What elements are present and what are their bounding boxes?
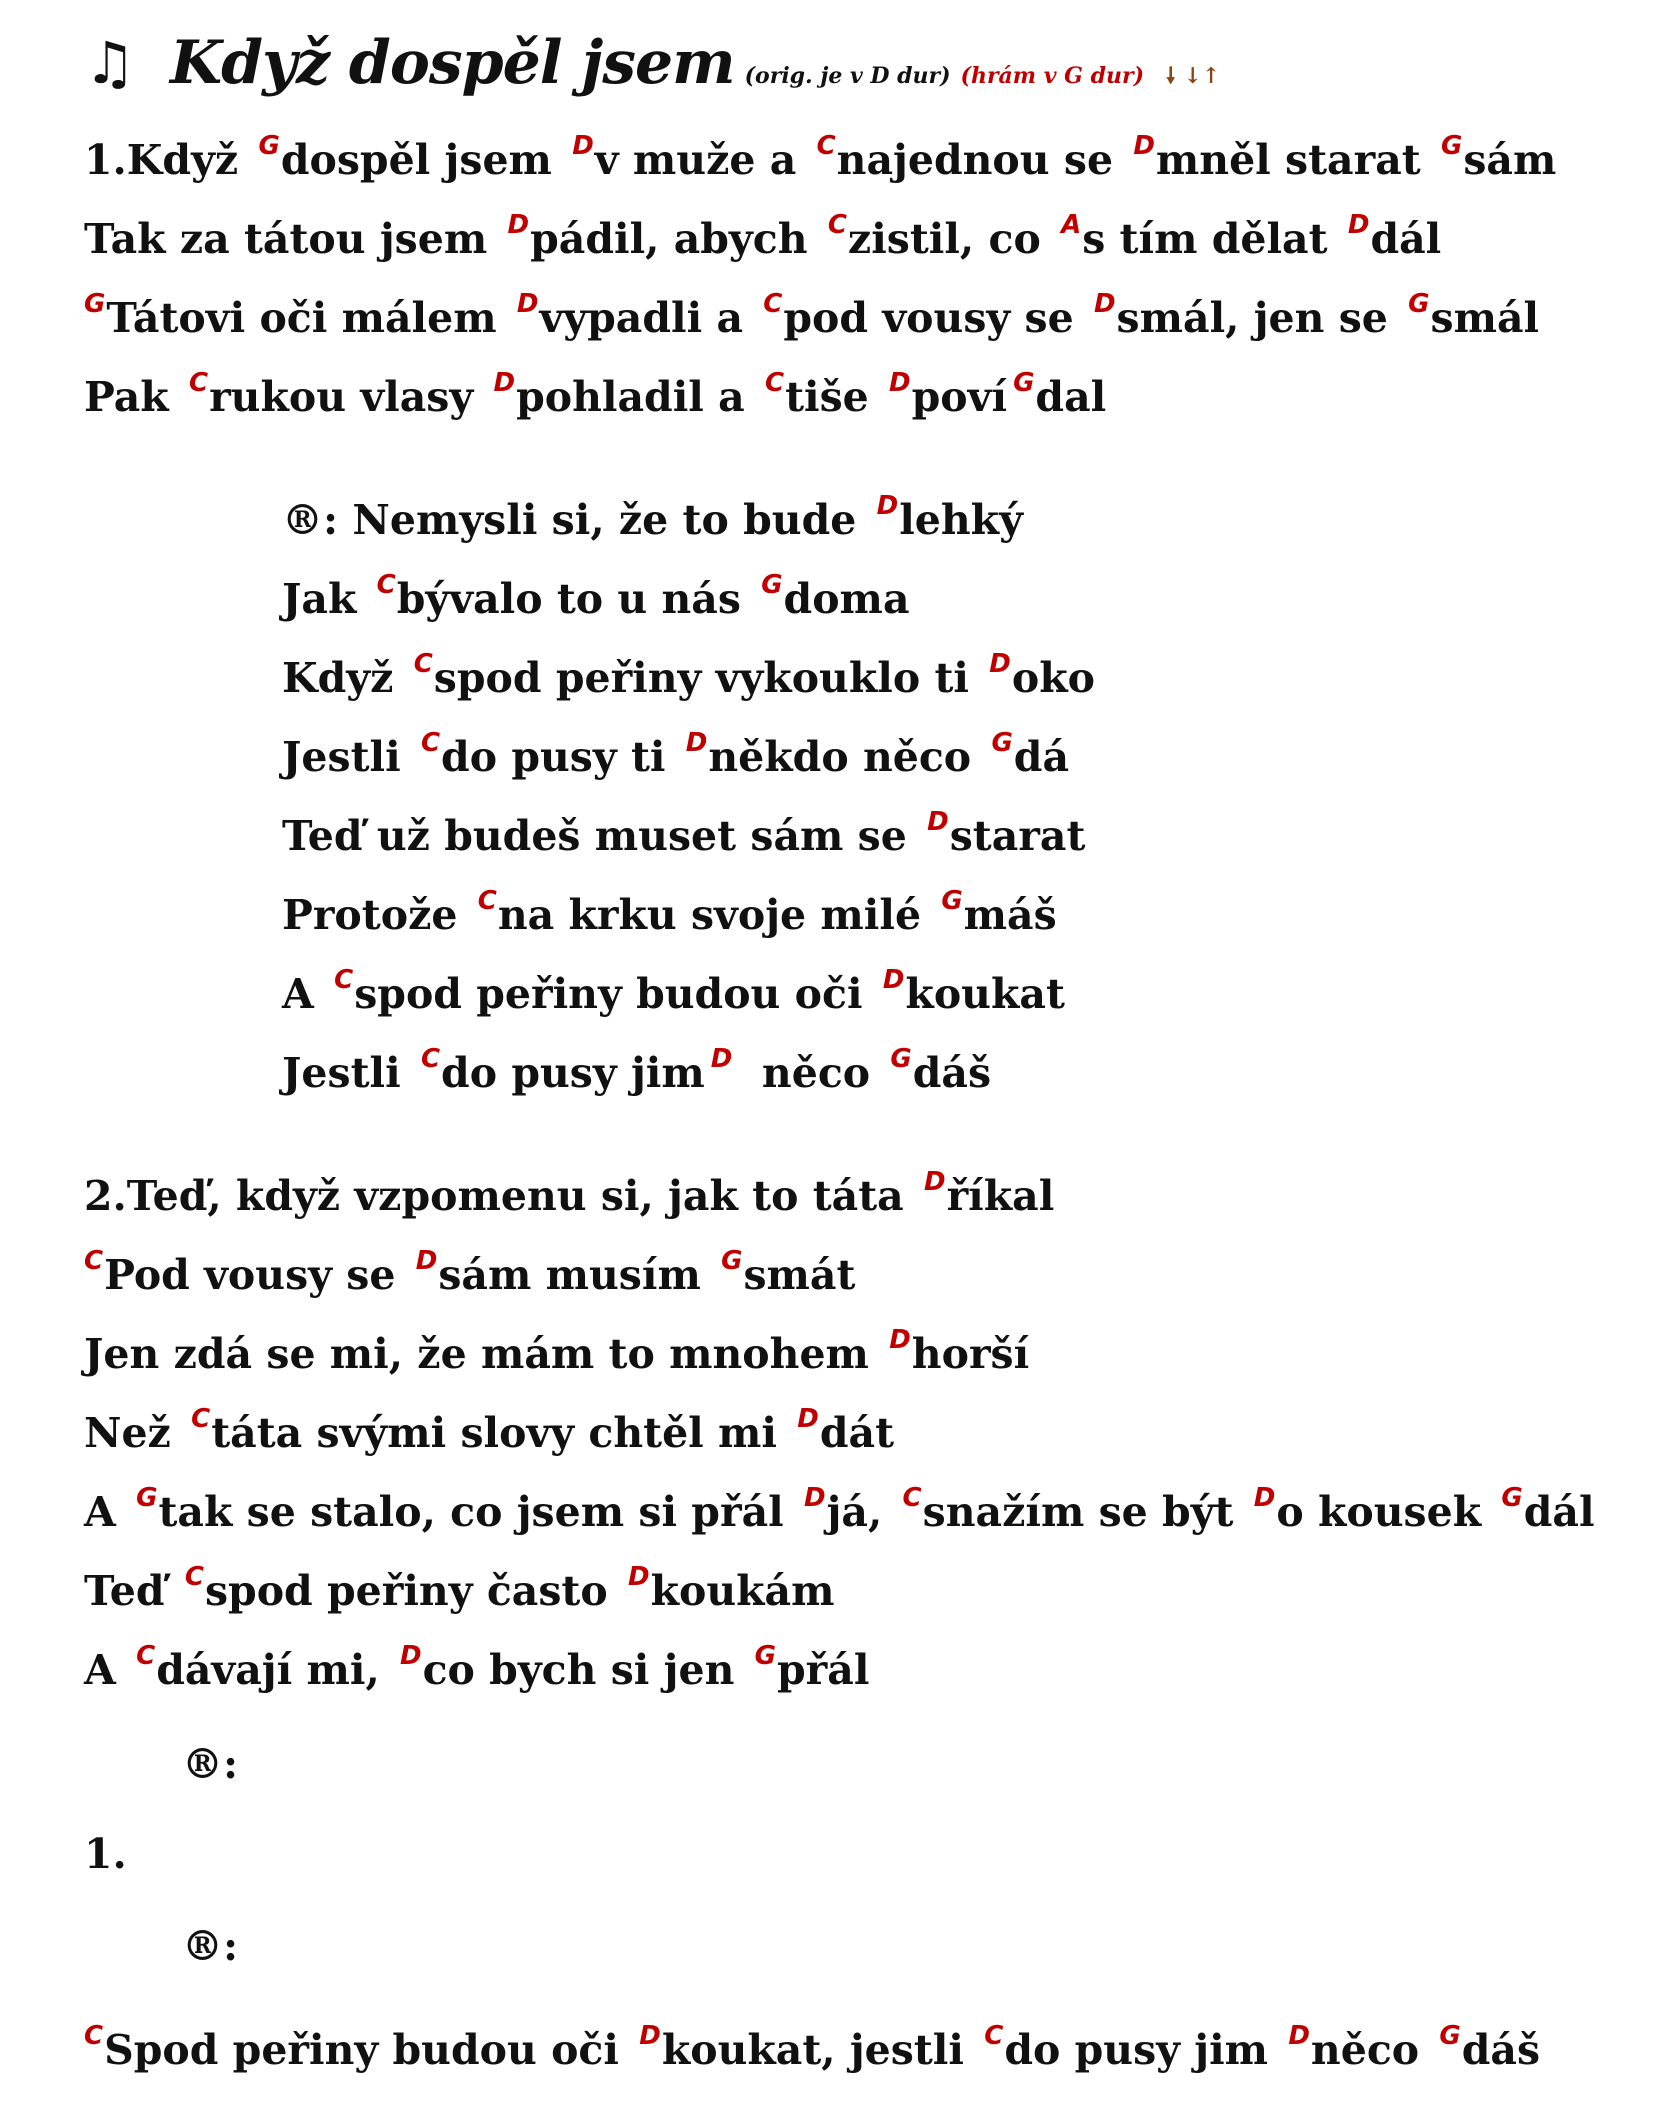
chord-label: G	[1439, 2021, 1461, 2051]
lyric-text: spod peřiny budou oči	[354, 970, 877, 1018]
lyric-text: Tátovi oči málem	[106, 294, 511, 342]
verse2-line4	[84, 1404, 895, 1457]
chorus-line1	[282, 491, 1023, 544]
chord-label: C	[413, 649, 433, 679]
title-row	[84, 28, 1228, 98]
chord-label: G	[1441, 131, 1463, 161]
lyric-text: doma	[783, 575, 910, 623]
lyric-text: s tím dělat	[1082, 215, 1342, 263]
chord-label: C	[84, 2021, 104, 2051]
chord-label: C	[188, 368, 209, 398]
verse1-line1	[84, 131, 1557, 184]
lyric-text: Jak	[282, 575, 371, 623]
lyric-text: poví	[911, 373, 1008, 421]
lyric-text: smál, jen se	[1116, 294, 1403, 342]
lyric-text: smát	[743, 1251, 856, 1299]
lyric-text: Protože	[282, 891, 472, 939]
lyric-text: A	[84, 1488, 131, 1536]
lyric-text: 1.Když	[84, 136, 253, 184]
chord-label: C	[376, 570, 396, 600]
lyric-text: spod peřiny vykouklo ti	[433, 654, 984, 702]
chord-label: D	[927, 807, 949, 837]
chord-label: G	[941, 886, 963, 916]
lyric-text: Než	[84, 1409, 186, 1457]
chord-label: C	[477, 886, 497, 916]
lyric-text: něco	[1310, 2026, 1434, 2074]
lyric-text: spod peřiny často	[204, 1567, 622, 1615]
lyric-text: o kousek	[1276, 1488, 1496, 1536]
chord-label: C	[136, 1641, 156, 1671]
chord-label: G	[1408, 289, 1430, 319]
lyric-text: sám musím	[438, 1251, 716, 1299]
lyric-text: ®:	[182, 1740, 239, 1788]
chord-label: A	[1061, 210, 1082, 240]
chord-label: D	[400, 1641, 422, 1671]
lyric-text: do pusy jim	[1004, 2026, 1283, 2074]
lyric-text: starat	[949, 812, 1086, 860]
lyric-text: co bych si jen	[422, 1646, 749, 1694]
chord-label: G	[1501, 1483, 1523, 1513]
chord-label: D	[1093, 289, 1116, 319]
lyric-text: do pusy ti	[441, 733, 680, 781]
lyric-text: zistil, co	[847, 215, 1056, 263]
lyric-text: dál	[1523, 1488, 1595, 1536]
chord-label: D	[989, 649, 1011, 679]
chorus-repeat-marker	[182, 1740, 239, 1788]
lyric-text: přál	[777, 1646, 870, 1694]
lyric-text: pohladil a	[516, 373, 759, 421]
lyric-text: Teď	[84, 1567, 179, 1615]
chord-label: D	[876, 491, 899, 521]
chord-label: G	[721, 1246, 743, 1276]
verse2-line3	[84, 1325, 1030, 1378]
chord-label: D	[507, 210, 530, 240]
lyric-text: máš	[963, 891, 1057, 939]
lyric-text: dáš	[1461, 2026, 1541, 2074]
lyric-text: tak se stalo, co jsem si přál	[158, 1488, 798, 1536]
lyric-text: lehký	[899, 496, 1023, 544]
chord-label: G	[890, 1044, 912, 1074]
lyric-text: koukat, jestli	[661, 2026, 979, 2074]
music-note-icon: ♫	[84, 29, 136, 97]
lyric-text: Jestli	[282, 733, 415, 781]
lyric-text: já,	[826, 1488, 897, 1536]
chord-label: C	[827, 210, 847, 240]
lyric-text: vypadli a	[539, 294, 758, 342]
lyric-text: dávají mi,	[156, 1646, 394, 1694]
chord-label: C	[334, 965, 354, 995]
chord-label: D	[889, 368, 911, 398]
lyric-text: Tak za tátou jsem	[84, 215, 502, 263]
lyric-text: ®:	[182, 1922, 239, 1970]
lyric-text: dál	[1370, 215, 1442, 263]
lyric-text: něco	[733, 1049, 885, 1097]
chorus-repeat-marker-2	[182, 1922, 239, 1970]
lyric-text: dá	[1013, 733, 1070, 781]
lyric-text: táta svými slovy chtěl mi	[211, 1409, 792, 1457]
outro-line	[84, 2021, 1541, 2074]
chord-label: C	[420, 1044, 441, 1074]
arrow-down-icon[interactable]: 🠗	[1166, 63, 1176, 89]
chord-label: D	[710, 1044, 733, 1074]
verse2-line5	[84, 1483, 1595, 1536]
lyric-text: sám	[1463, 136, 1557, 184]
chord-label: D	[923, 1167, 946, 1197]
verse2-line2	[84, 1246, 856, 1299]
chord-label: G	[754, 1641, 776, 1671]
chord-label: D	[797, 1404, 819, 1434]
arrow-swap-icon[interactable]: ↓↑	[1183, 63, 1221, 89]
playing-key: (hrám v G dur)	[960, 63, 1145, 89]
chord-label: D	[1347, 210, 1370, 240]
chorus-line5	[282, 807, 1086, 860]
lyric-text: v muže a	[594, 136, 811, 184]
lyric-text: 2.Teď, když vzpomenu si, jak to táta	[84, 1172, 918, 1220]
chord-label: G	[991, 728, 1013, 758]
lyric-text: koukat	[905, 970, 1065, 1018]
chord-label: C	[764, 368, 785, 398]
chord-label: C	[191, 1404, 211, 1434]
lyric-text: dát	[819, 1409, 895, 1457]
lyric-text: snažím se být	[922, 1488, 1248, 1536]
verse2-line7	[84, 1641, 870, 1694]
chord-label: C	[816, 131, 836, 161]
chord-label: C	[763, 289, 783, 319]
lyric-text: Jestli	[282, 1049, 415, 1097]
lyric-text: dáš	[912, 1049, 992, 1097]
chord-label: C	[902, 1483, 922, 1513]
lyric-text: Teď už budeš muset sám se	[282, 812, 922, 860]
lyric-text: Když	[282, 654, 408, 702]
chord-label: D	[572, 131, 594, 161]
lyric-text: říkal	[946, 1172, 1055, 1220]
lyric-text: do pusy jim	[441, 1049, 705, 1097]
chorus-line8	[282, 1044, 992, 1097]
lyric-text: pod vousy se	[783, 294, 1088, 342]
chord-label: G	[136, 1483, 158, 1513]
lyric-text: ®: Nemysli si, že to bude	[282, 496, 871, 544]
lyric-text: oko	[1011, 654, 1095, 702]
lyric-text: dal	[1035, 373, 1107, 421]
chord-label: D	[1253, 1483, 1276, 1513]
chord-label: C	[420, 728, 441, 758]
lyric-text: někdo něco	[708, 733, 986, 781]
transpose-controls	[1166, 59, 1228, 97]
chord-label: C	[184, 1562, 204, 1592]
lyric-text: Jen zdá se mi, že mám to mnohem	[84, 1330, 884, 1378]
lyric-text: na krku svoje milé	[497, 891, 936, 939]
chord-label: D	[1288, 2021, 1310, 2051]
lyric-text: rukou vlasy	[209, 373, 488, 421]
chorus-line3	[282, 649, 1095, 702]
chord-label: G	[84, 289, 106, 319]
verse1-line4	[84, 368, 1107, 421]
lyric-text: Spod peřiny budou oči	[104, 2026, 634, 2074]
chord-label: D	[639, 2021, 661, 2051]
lyric-text: smál	[1430, 294, 1540, 342]
lyric-text: koukám	[650, 1567, 835, 1615]
chord-label: D	[516, 289, 539, 319]
chord-label: D	[803, 1483, 826, 1513]
verse1-line2	[84, 210, 1442, 263]
chord-label: D	[627, 1562, 650, 1592]
lyric-text: Pod vousy se	[104, 1251, 410, 1299]
lyric-text: A	[84, 1646, 131, 1694]
lyric-text: bývalo to u nás	[396, 575, 756, 623]
original-key: (orig. je v D dur)	[744, 63, 951, 89]
chorus-line7	[282, 965, 1065, 1018]
lyric-text: A	[282, 970, 329, 1018]
lyric-text: najednou se	[836, 136, 1128, 184]
verse2-line6	[84, 1562, 835, 1615]
lyric-text: Pak	[84, 373, 183, 421]
chord-label: D	[889, 1325, 911, 1355]
lyric-text: pádil, abych	[530, 215, 822, 263]
chorus-line4	[282, 728, 1070, 781]
chord-label: D	[415, 1246, 438, 1276]
chord-label: C	[984, 2021, 1004, 2051]
chord-label: D	[882, 965, 905, 995]
verse2-line1	[84, 1167, 1055, 1220]
chord-label: G	[1013, 368, 1035, 398]
verse1-repeat-marker	[84, 1830, 127, 1878]
chord-label: G	[258, 131, 280, 161]
lyric-text: dospěl jsem	[280, 136, 567, 184]
lyric-text: tiše	[785, 373, 884, 421]
lyric-text: horší	[911, 1330, 1030, 1378]
chord-label: C	[84, 1246, 104, 1276]
verse1-line3	[84, 289, 1540, 342]
chorus-line2	[282, 570, 910, 623]
lyric-text: 1.	[84, 1830, 127, 1878]
lyric-text: mněl starat	[1155, 136, 1435, 184]
chord-label: D	[493, 368, 516, 398]
chord-label: D	[685, 728, 708, 758]
song-title: Když dospěl jsem	[170, 28, 735, 98]
chord-label: G	[761, 570, 783, 600]
chord-label: D	[1133, 131, 1155, 161]
chorus-line6	[282, 886, 1057, 939]
